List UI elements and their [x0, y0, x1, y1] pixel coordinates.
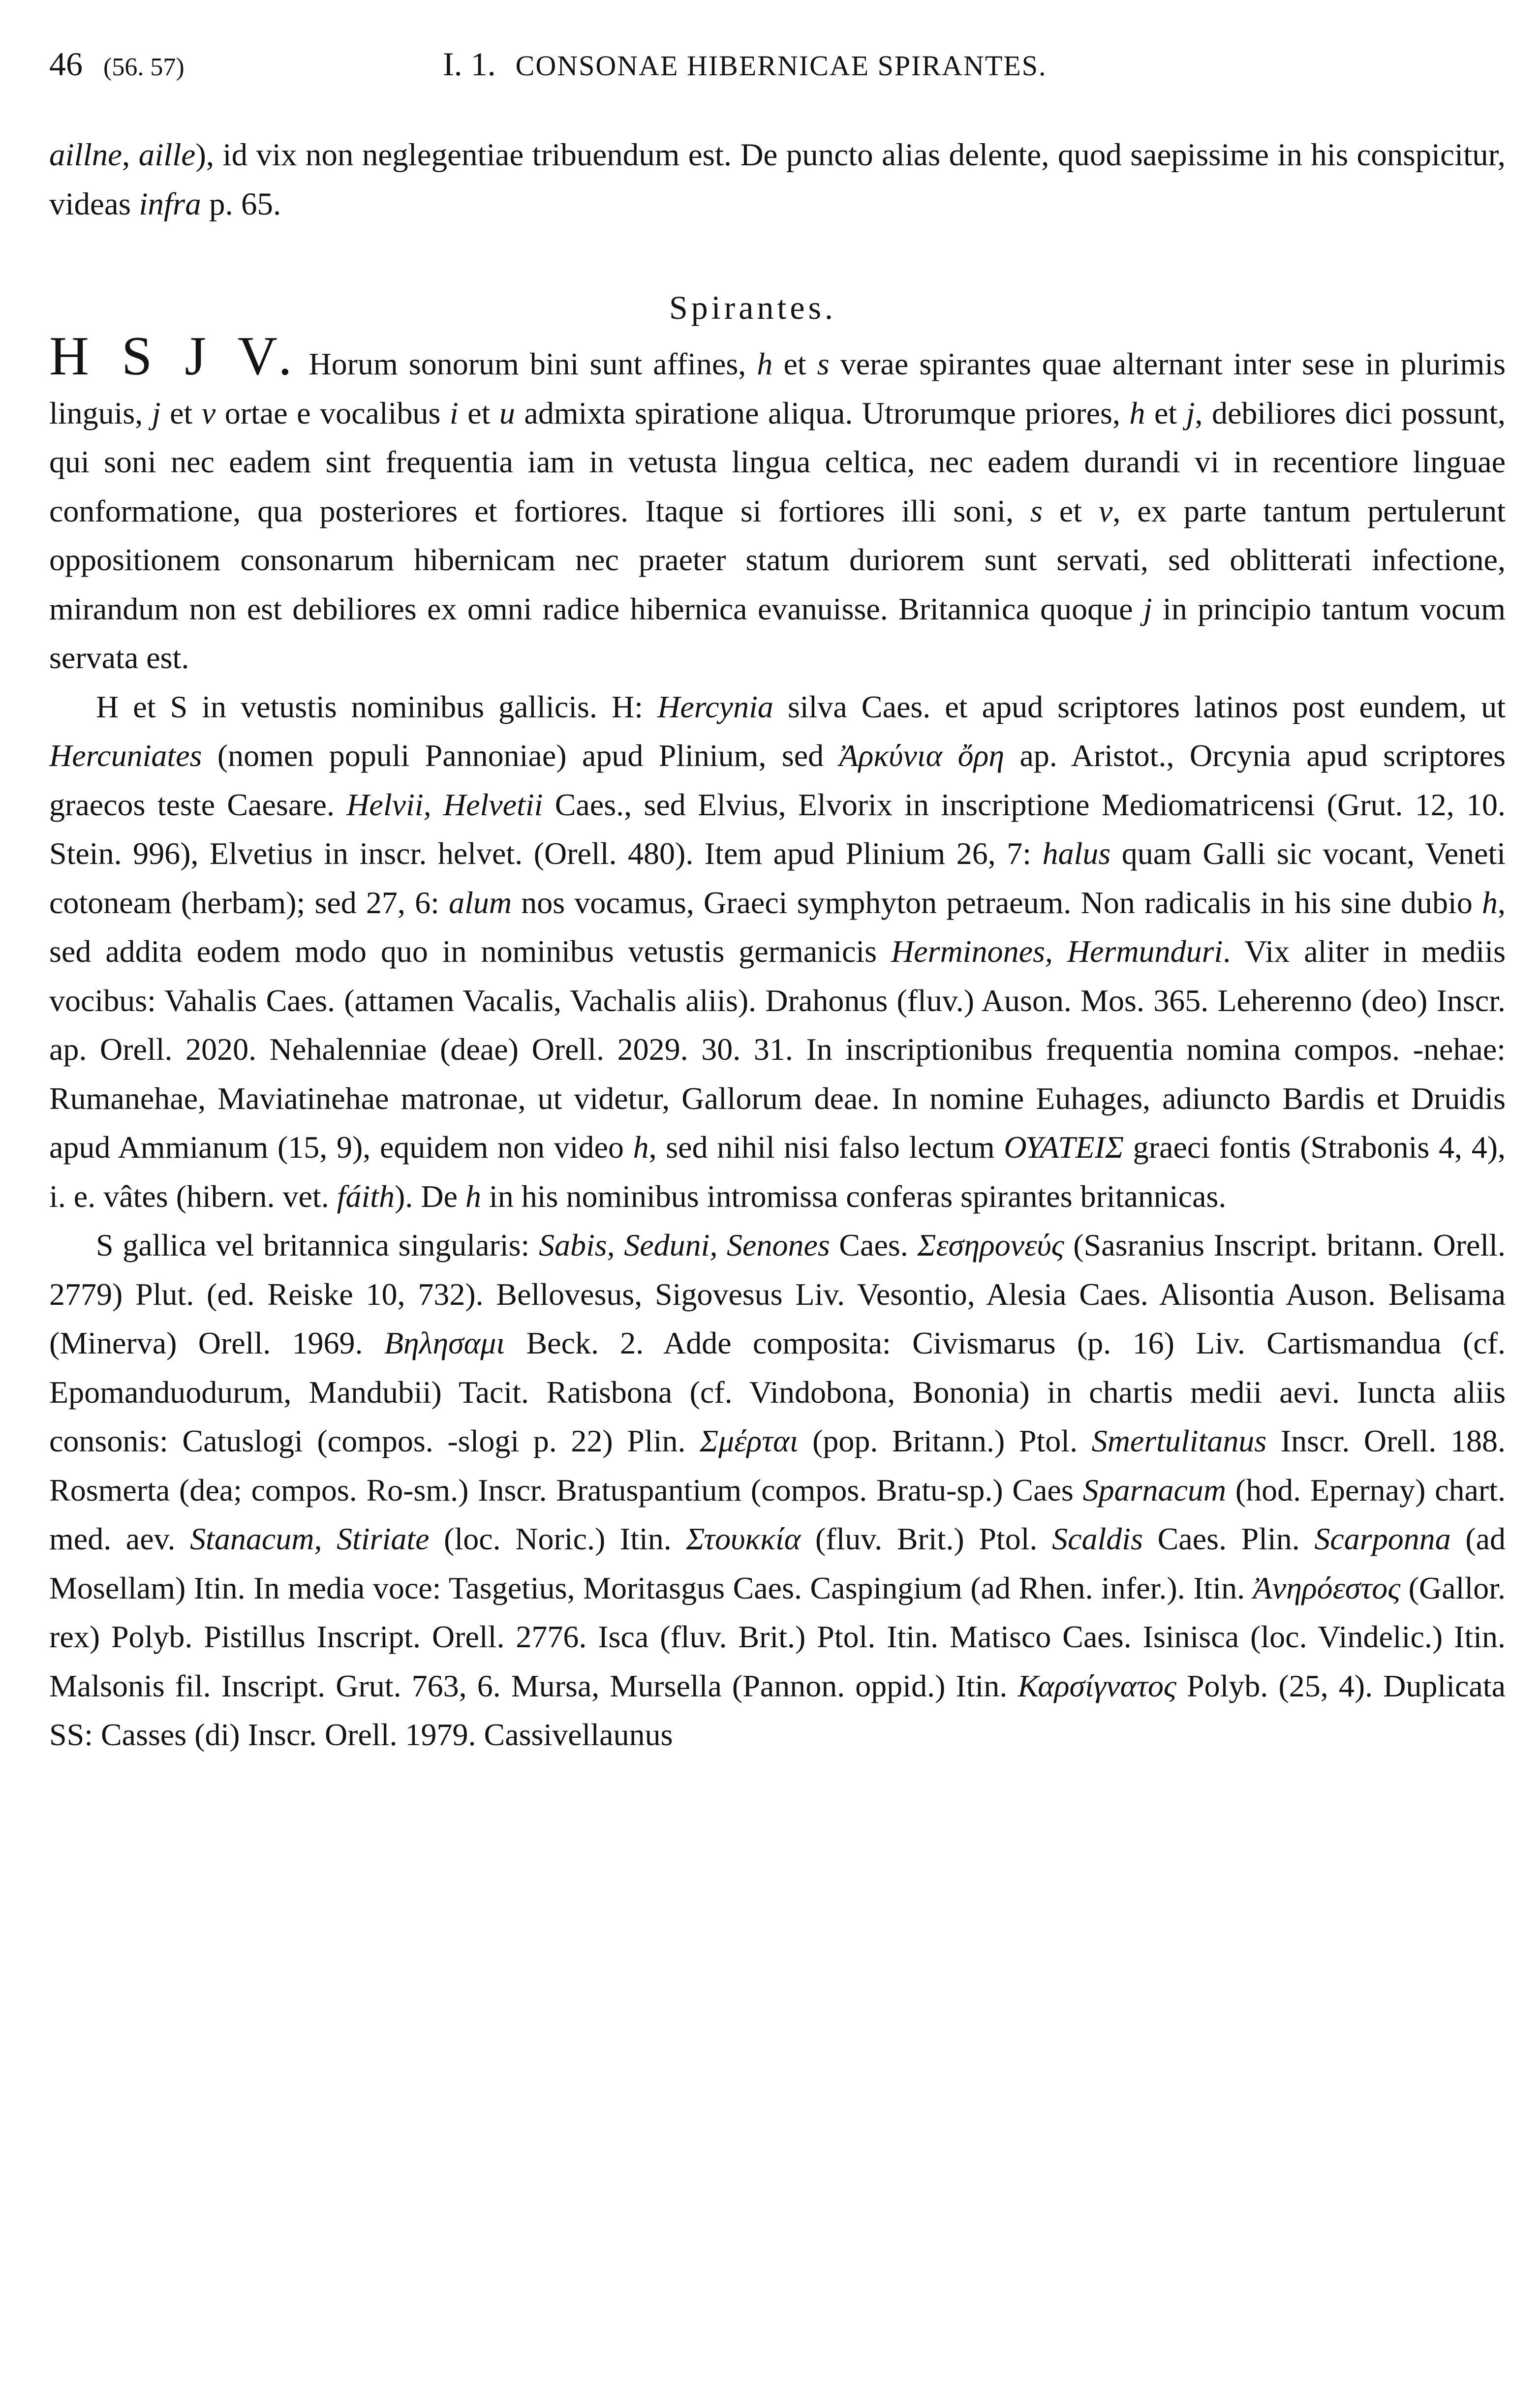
page-number: 46: [49, 45, 83, 83]
paragraph-hsjv: H S J V. Horum sonorum bini sunt affines, h et s verae spirantes quae alternant inter sese in plurimis linguis, j et v ortae e vocalibus i et u admixta spiratione aliqua. Utrorumque priores, h et j, debiliores dici possunt, qui soni nec eadem sint frequentia iam in vetusta lingua celtica, nec eadem durandi vi in recentiore linguae conformatione, qua posteriores et fortiores. Itaque si fortiores illi soni, s et v, ex parte tantum pertulerunt oppositionem consonarum hibernicam nec praeter statum duriorem sunt servati, sed oblitterati infectione, mirandum non est debiliores ex omni radice hibernica evanuisse. Britannica quoque j in principio tantum vocum servata est.: [49, 326, 1506, 675]
running-title: CONSONAE HIBERNICAE SPIRANTES.: [515, 50, 1047, 82]
book-page: [49, 39, 1506, 2381]
italic-word: aille: [138, 137, 196, 173]
text-run: ,: [122, 137, 139, 173]
page-reference: (56. 57): [103, 53, 185, 81]
text-run: ), id vix non neglegentiae tribuendum est. De puncto alias delente, quod saepissime in his conspicitur, videas: [49, 137, 1506, 222]
intro-paragraph: [49, 130, 1506, 229]
section-number: I. 1.: [443, 45, 496, 83]
lead-letters: H S J V.: [49, 326, 300, 387]
italic-word: infra: [139, 186, 201, 222]
italic-word: aillne: [49, 137, 123, 173]
paragraph-s-gallica: S gallica vel britannica singularis: Sabis, Seduni, Senones Caes. Σεσηρονεύς (Sasranius Inscript. britann. Orell. 2779) Plut. (ed. Reiske 10, 732). Bellovesus, Sigovesus Liv. Vesontio, Alesia Caes. Alisontia Auson. Belisama (Minerva) Orell. 1969. Βηλησαμι Beck. 2. Adde composita: Civismarus (p. 16) Liv. Cartismandua (cf. Epomanduodurum, Mandubii) Tacit. Ratisbona (cf. Vindobona, Bononia) in chartis medii aevi. Iuncta aliis consonis: Catuslogi (compos. -slogi p. 22) Plin. Σμέρται (pop. Britann.) Ptol. Smertulitanus Inscr. Orell. 188. Rosmerta (dea; compos. Ro-sm.) Inscr. Bratuspantium (compos. Bratu-sp.) Caes Sparnacum (hod. Epernay) chart. med. aev. Stanacum, Stiriate (loc. Noric.) Itin. Στουκκία (fluv. Brit.) Ptol. Scaldis Caes. Plin. Scarponna (ad Mosellam) Itin. In media voce: Tasgetius, Moritasgus Caes. Caspingium (ad Rhen. infer.). Itin. Ἀνηρόεστος (Gallor. rex) Polyb. Pistillus Inscript. Orell. 2776. Isca (fluv. Brit.) Ptol. Itin. Matisco Caes. Isinisca (loc. Vindelic.) Itin. Malsonis fil. Inscript. Grut. 763, 6. Mursa, Mursella (Pannon. oppid.) Itin. Καρσίγνατος Polyb. (25, 4). Duplicata SS: Casses (di) Inscr. Orell. 1979. Cassivellaunus: [49, 1228, 1506, 1752]
paragraph-h-and-s: H et S in vetustis nominibus gallicis. H: Hercynia silva Caes. et apud scriptores latinos post eundem, ut Hercuniates (nomen populi Pannoniae) apud Plinium, sed Ἀρκύνια ὄρη ap. Aristot., Orcynia apud scriptores graecos teste Caesare. Helvii, Helvetii Caes., sed Elvius, Elvorix in inscriptione Mediomatricensi (Grut. 12, 10. Stein. 996), Elvetius in inscr. helvet. (Orell. 480). Item apud Plinium 26, 7: halus quam Galli sic vocant, Veneti cotoneam (herbam); sed 27, 6: alum nos vocamus, Graeci symphyton petraeum. Non radicalis in his sine dubio h, sed addita eodem modo quo in nominibus vetustis germanicis Herminones, Hermunduri. Vix aliter in mediis vocibus: Vahalis Caes. (attamen Vacalis, Vachalis aliis). Drahonus (fluv.) Auson. Mos. 365. Leherenno (deo) Inscr. ap. Orell. 2020. Nehalenniae (deae) Orell. 2029. 30. 31. In inscriptionibus frequentia nomina compos. -nehae: Rumanehae, Maviatinehae matronae, ut videtur, Gallorum deae. In nomine Euhages, adiuncto Bardis et Druidis apud Ammianum (15, 9), equidem non video h, sed nihil nisi falso lectum ΟΥΑΤΕΙΣ graeci fontis (Strabonis 4, 4), i. e. vâtes (hibern. vet. fáith). De h in his nominibus intromissa conferas spirantes britannicas.: [49, 689, 1506, 1214]
section-heading: Spirantes.: [669, 289, 837, 326]
running-head: [49, 39, 1506, 89]
text-run: p. 65.: [201, 186, 281, 222]
